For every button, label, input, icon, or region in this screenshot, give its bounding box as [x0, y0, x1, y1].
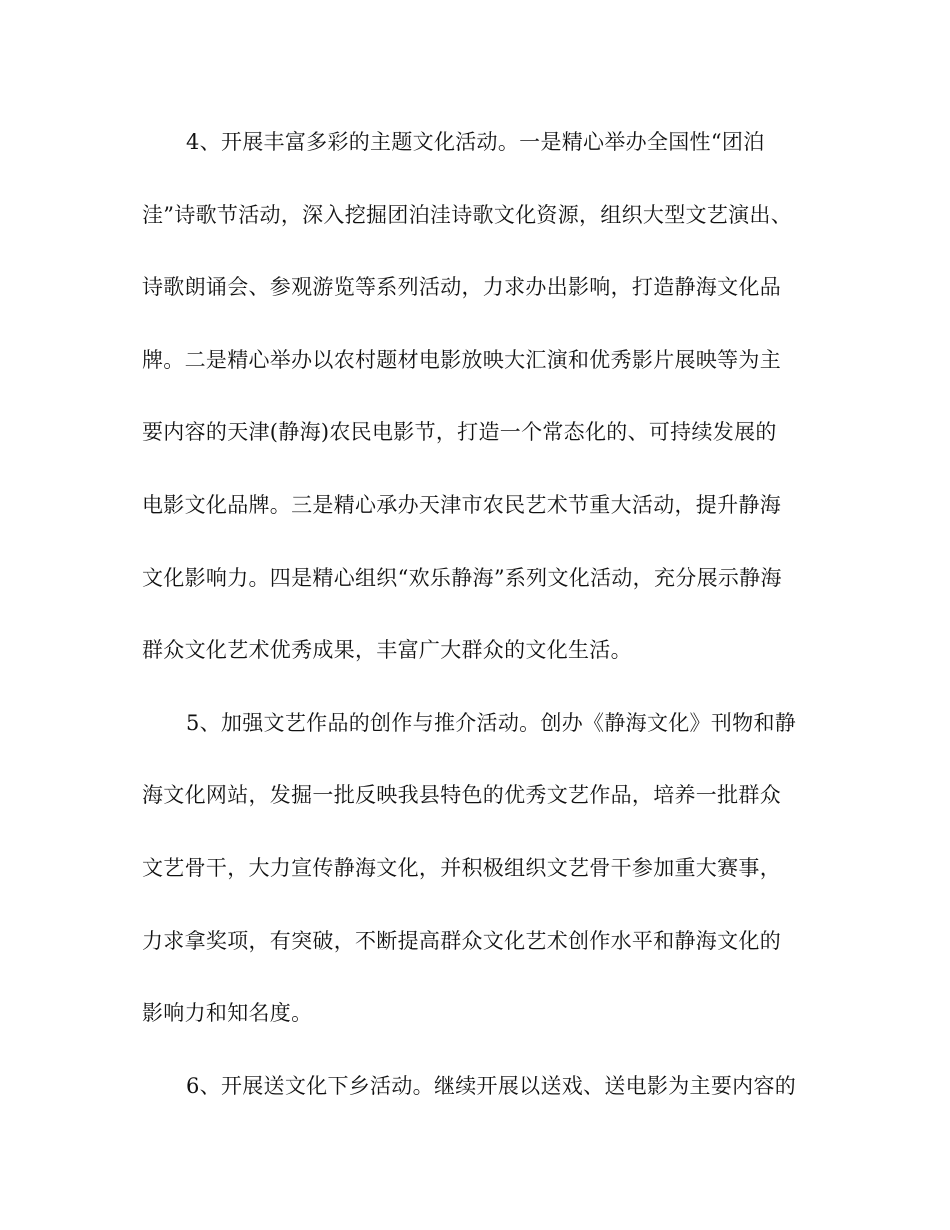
text-line: 群众文化艺术优秀成果，丰富广大群众的文化生活。 — [142, 638, 632, 663]
text-line: 牌。二是精心举办以农村题材电影放映大汇演和优秀影片展映等为主 — [142, 347, 781, 372]
text-line: 电影文化品牌。三是精心承办天津市农民艺术节重大活动，提升静海 — [142, 492, 781, 517]
text-line: 要内容的天津(静海)农民电影节，打造一个常态化的、可持续发展的 — [142, 420, 777, 445]
text-line: 6、开展送文化下乡活动。继续开展以送戏、送电影为主要内容的 — [186, 1073, 797, 1098]
document-body — [142, 122, 822, 1138]
text-line: 影响力和知名度。 — [142, 1001, 313, 1026]
text-line: 5、加强文艺作品的创作与推介活动。创办《静海文化》刊物和静 — [186, 710, 797, 735]
text-line: 海文化网站，发掘一批反映我县特色的优秀文艺作品，培养一批群众 — [142, 783, 781, 808]
text-line: 洼”诗歌节活动，深入挖掘团泊洼诗歌文化资源，组织大型文艺演出、 — [142, 202, 793, 227]
text-line: 诗歌朗诵会、参观游览等系列活动，力求办出影响，打造静海文化品 — [142, 275, 781, 300]
text-line: 文艺骨干，大力宣传静海文化，并积极组织文艺骨干参加重大赛事， — [142, 855, 781, 880]
text-line: 4、开展丰富多彩的主题文化活动。一是精心举办全国性“团泊 — [186, 130, 765, 154]
text-line: 力求拿奖项，有突破，不断提高群众文化艺术创作水平和静海文化的 — [142, 928, 781, 953]
text-line: 文化影响力。四是精心组织“欢乐静海”系列文化活动，充分展示静海 — [142, 565, 782, 590]
